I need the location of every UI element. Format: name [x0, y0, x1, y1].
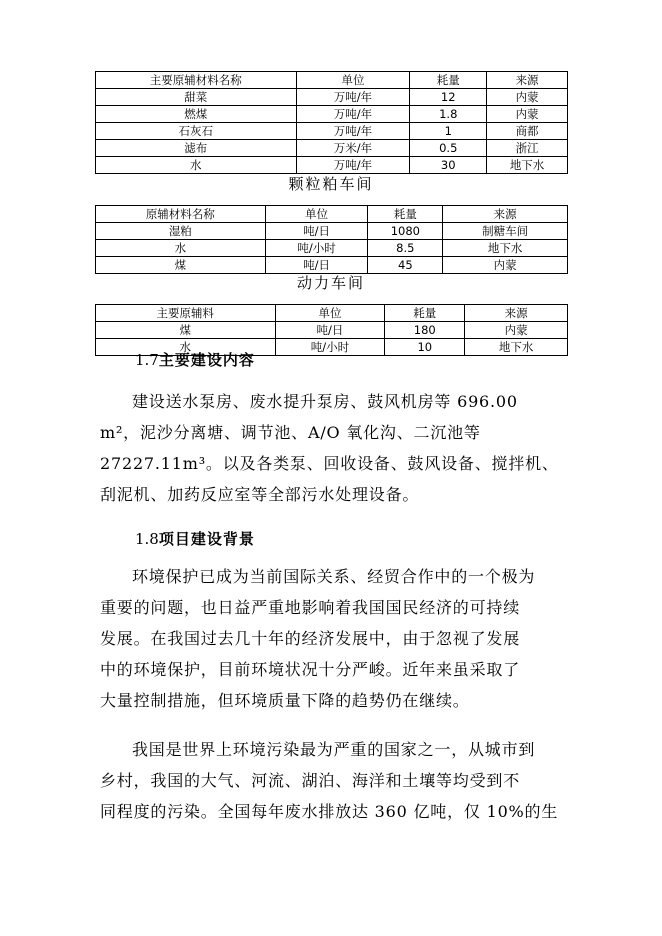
- table-cell: 万吨/年: [296, 123, 410, 140]
- table-row: [96, 106, 568, 123]
- table-cell: 地下水: [443, 240, 568, 257]
- header-cell: 主要原辅料: [96, 305, 276, 322]
- table-cell: 吨/日: [265, 257, 368, 274]
- table-row: [96, 240, 568, 257]
- header-cell: 主要原辅材料名称: [96, 72, 297, 89]
- table-cell: 万吨/年: [296, 89, 410, 106]
- header-cell: 耗量: [410, 72, 487, 89]
- section-number: 1.7: [135, 351, 159, 369]
- paragraph-line: 我国是世界上环境污染最为严重的国家之一，从城市到: [132, 740, 536, 759]
- table-cell: 吨/小时: [265, 240, 368, 257]
- header-cell: 原辅材料名称: [96, 206, 266, 223]
- paragraph-line: 发展。在我国过去几十年的经济发展中，由于忽视了发展: [100, 629, 521, 648]
- table-row: [96, 140, 568, 157]
- raw-materials-table-sugar: [95, 71, 568, 174]
- header-cell: 来源: [487, 72, 568, 89]
- paragraph-line: 乡村，我国的大气、河流、湖泊、海洋和土壤等均受到不: [100, 771, 521, 790]
- table-cell: 内蒙: [487, 89, 568, 106]
- table-row: [96, 257, 568, 274]
- section-title: 项目建设背景: [158, 530, 255, 548]
- table-cell: 万吨/年: [296, 106, 410, 123]
- section-title: 主要建设内容: [158, 351, 255, 369]
- table-cell: 燃煤: [96, 106, 297, 123]
- table-cell: 45: [368, 257, 443, 274]
- paragraph-line: 重要的问题，也日益严重地影响着我国国民经济的可持续: [100, 598, 521, 617]
- table-cell: 吨/日: [265, 223, 368, 240]
- table-cell: 吨/日: [275, 322, 385, 339]
- header-cell: 来源: [443, 206, 568, 223]
- table-cell: 水: [96, 157, 297, 174]
- table-cell: 滤布: [96, 140, 297, 157]
- table-cell: 制糖车间: [443, 223, 568, 240]
- raw-materials-table-pellet: [95, 205, 568, 274]
- table-cell: 1080: [368, 223, 443, 240]
- table-cell: 万米/年: [296, 140, 410, 157]
- table-cell: 10: [385, 339, 465, 356]
- table-cell: 湿粕: [96, 223, 266, 240]
- table-header-row: [96, 305, 568, 322]
- table-cell: 内蒙: [487, 106, 568, 123]
- table-cell: 1: [410, 123, 487, 140]
- paragraph-line: 刮泥机、加药反应室等全部污水处理设备。: [100, 485, 420, 504]
- table-cell: 0.5: [410, 140, 487, 157]
- table-row: [96, 157, 568, 174]
- table-cell: 吨/小时: [275, 339, 385, 356]
- header-cell: 来源: [465, 305, 568, 322]
- paragraph-line: 中的环境保护，目前环境状况十分严峻。近年来虽采取了: [100, 660, 521, 679]
- header-cell: 单位: [296, 72, 410, 89]
- table-header-row: [96, 206, 568, 223]
- table-cell: 30: [410, 157, 487, 174]
- table-cell: 12: [410, 89, 487, 106]
- caption-pellet-workshop: 颗粒粕车间: [288, 175, 374, 193]
- header-cell: 耗量: [385, 305, 465, 322]
- table-cell: 1.8: [410, 106, 487, 123]
- table-cell: 水: [96, 240, 266, 257]
- table-header-row: [96, 72, 568, 89]
- table-cell: 煤: [96, 322, 276, 339]
- table-cell: 煤: [96, 257, 266, 274]
- section-number: 1.8: [135, 530, 159, 548]
- table-cell: 水: [96, 339, 276, 356]
- table-row: [96, 223, 568, 240]
- table-cell: 地下水: [487, 157, 568, 174]
- table-cell: 万吨/年: [296, 157, 410, 174]
- paragraph-construction-content: [100, 386, 560, 510]
- table-cell: 内蒙: [443, 257, 568, 274]
- paragraph-background-1: [100, 561, 560, 716]
- table-cell: 浙江: [487, 140, 568, 157]
- table-cell: 甜菜: [96, 89, 297, 106]
- paragraph-line: 同程度的污染。全国每年废水排放达 360 亿吨，仅 10%的生: [100, 802, 559, 821]
- caption-power-workshop: 动力车间: [296, 274, 365, 292]
- header-cell: 单位: [275, 305, 385, 322]
- table-cell: 地下水: [465, 339, 568, 356]
- paragraph-line: 建设送水泵房、废水提升泵房、鼓风机房等 696.00: [132, 392, 518, 411]
- section-heading-1-8: [135, 528, 255, 549]
- table-row: [96, 322, 568, 339]
- table-cell: 石灰石: [96, 123, 297, 140]
- paragraph-line: 大量控制措施，但环境质量下降的趋势仍在继续。: [100, 691, 470, 710]
- section-heading-1-7: [135, 349, 255, 370]
- table-cell: 180: [385, 322, 465, 339]
- paragraph-line: m²，泥沙分离塘、调节池、A/O 氧化沟、二沉池等: [100, 423, 481, 442]
- paragraph-line: 27227.11m³。以及各类泵、回收设备、鼓风设备、搅拌机、: [100, 454, 559, 473]
- paragraph-background-2: [100, 734, 560, 827]
- header-cell: 耗量: [368, 206, 443, 223]
- table-cell: 8.5: [368, 240, 443, 257]
- paragraph-line: 环境保护已成为当前国际关系、经贸合作中的一个极为: [132, 567, 536, 586]
- table-cell: 内蒙: [465, 322, 568, 339]
- table-row: [96, 89, 568, 106]
- header-cell: 单位: [265, 206, 368, 223]
- table-cell: 商都: [487, 123, 568, 140]
- table-row: [96, 123, 568, 140]
